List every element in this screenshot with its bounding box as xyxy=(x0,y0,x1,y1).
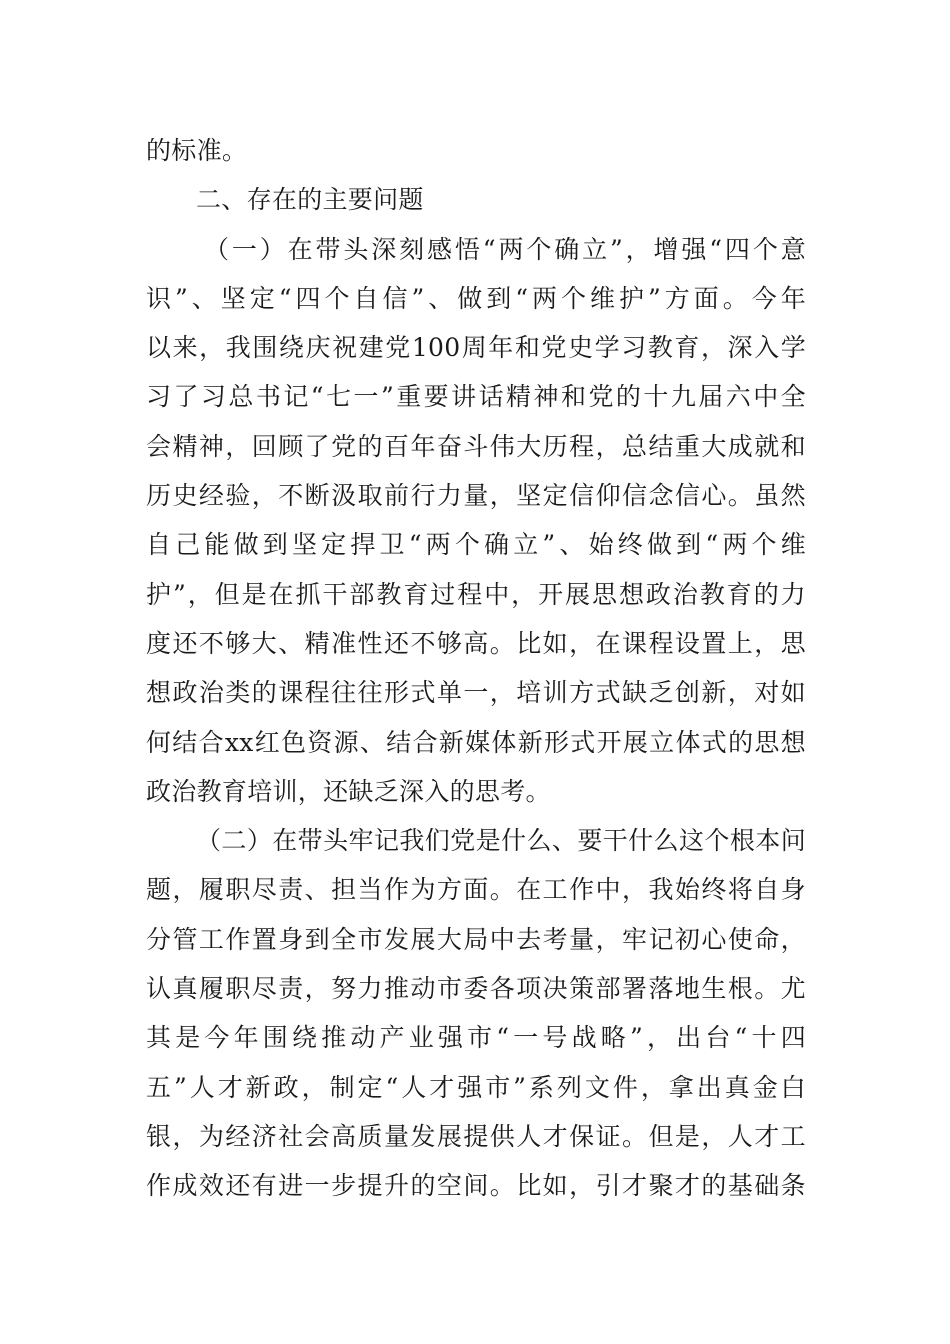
section-heading: 二、存在的主要问题 xyxy=(196,185,424,215)
paragraph-first-line: （二）在带头牢记我们党是什么、要干什么这个根本问 xyxy=(196,826,806,856)
text-line: 银，为经济社会高质量发展提供人才保证。但是，人才工 xyxy=(146,1121,806,1151)
text-line: 护”，但是在抓干部教育过程中，开展思想政治教育的力 xyxy=(146,579,806,609)
text-line: 政治教育培训，还缺乏深入的思考。 xyxy=(146,776,551,806)
text-line: 何结合xx红色资源、结合新媒体新形式开展立体式的思想 xyxy=(146,727,806,757)
text-line: 五”人才新政，制定“人才强市”系列文件，拿出真金白 xyxy=(146,1072,806,1102)
text-line: 以来，我围绕庆祝建党100周年和党史学习教育，深入学 xyxy=(146,333,806,363)
text-line: 想政治类的课程往往形式单一，培训方式缺乏创新，对如 xyxy=(146,678,806,708)
text-line: 识”、坚定“四个自信”、做到“两个维护”方面。今年 xyxy=(146,283,806,313)
paragraph-first-line: （一）在带头深刻感悟“两个确立”，增强“四个意 xyxy=(204,234,806,264)
text-line: 题，履职尽责、担当作为方面。在工作中，我始终将自身 xyxy=(146,875,806,905)
text-line: 自己能做到坚定捍卫“两个确立”、始终做到“两个维 xyxy=(146,530,806,560)
text-line: 会精神，回顾了党的百年奋斗伟大历程，总结重大成就和 xyxy=(146,431,806,461)
document-body xyxy=(146,126,806,1211)
text-line: 历史经验，不断汲取前行力量，坚定信仰信念信心。虽然 xyxy=(146,481,806,511)
text-line: 度还不够大、精准性还不够高。比如，在课程设置上，思 xyxy=(146,628,806,658)
text-line: 习了习总书记“七一”重要讲话精神和党的十九届六中全 xyxy=(146,382,806,412)
text-line: 作成效还有进一步提升的空间。比如，引才聚才的基础条 xyxy=(146,1171,806,1201)
text-line: 分管工作置身到全市发展大局中去考量，牢记初心使命， xyxy=(146,924,806,954)
text-line: 其是今年围绕推动产业强市“一号战略”，出台“十四 xyxy=(146,1023,806,1053)
text-line: 认真履职尽责，努力推动市委各项决策部署落地生根。尤 xyxy=(146,974,806,1004)
text-line: 的标准。 xyxy=(146,136,248,165)
